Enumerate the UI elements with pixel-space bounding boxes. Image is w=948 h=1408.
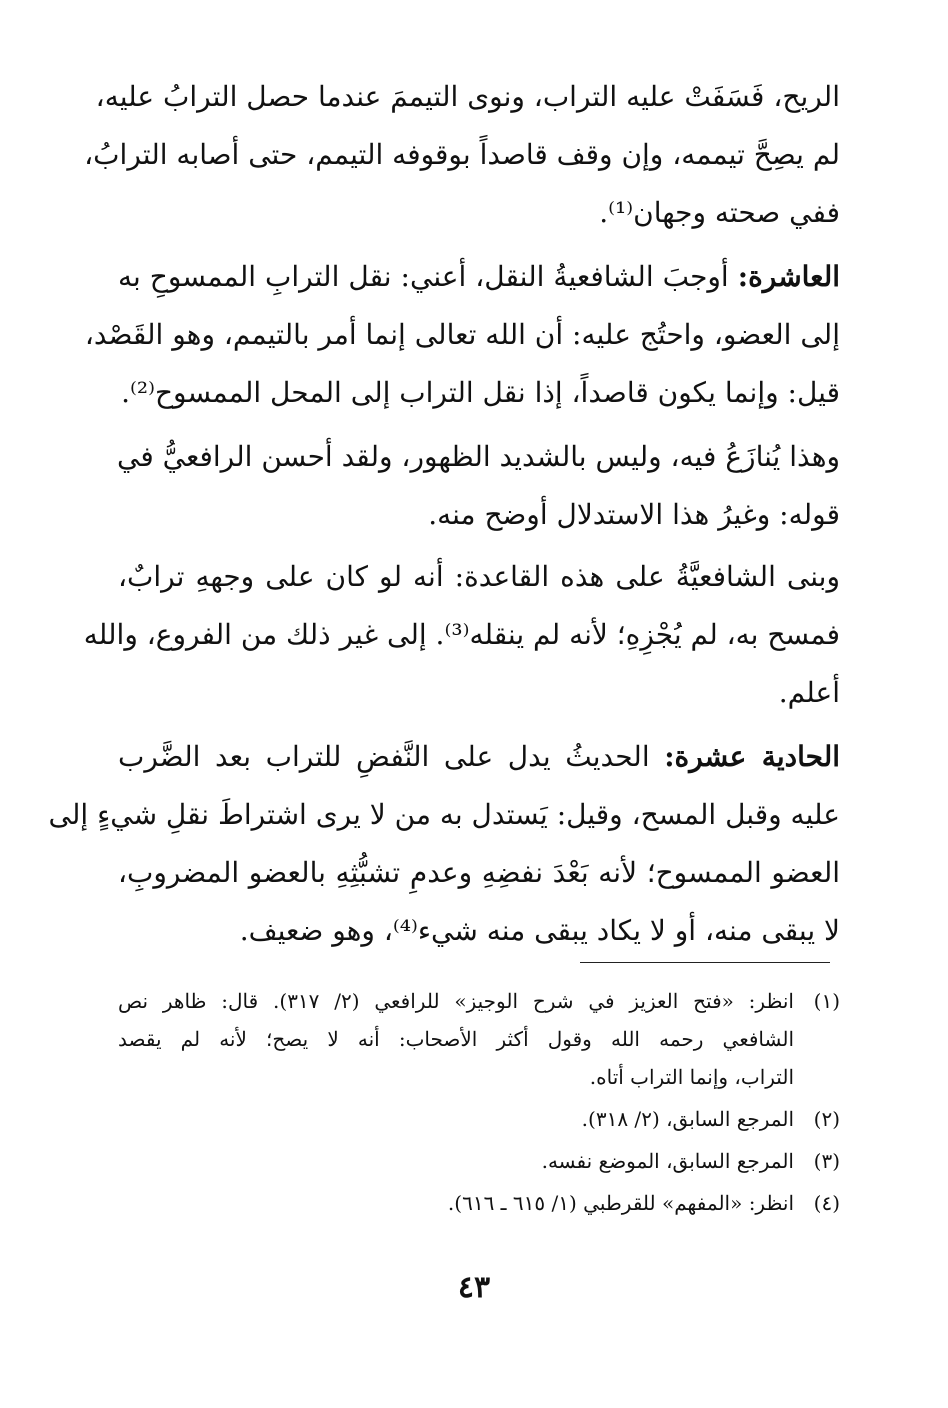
footnote-line: انظر: «المفهم» للقرطبي (١/ ٦١٥ ـ ٦١٦). xyxy=(447,1191,794,1215)
text-line: ففي صحته وجهان⁽¹⁾. xyxy=(599,196,840,229)
paragraph-heading: العاشرة: xyxy=(737,260,840,293)
footnote-body xyxy=(118,982,794,1096)
text-line: وهذا يُنازَعُ فيه، وليس بالشديد الظهور، ولقد أحسن الرافعيُّ في xyxy=(117,440,840,473)
footnote-line: المرجع السابق، الموضع نفسه. xyxy=(541,1149,794,1173)
text-line-rest: أوجبَ الشافعيةُ النقل، أعني: نقل الترابِ الممسوحِ به xyxy=(118,260,729,293)
footnote-body xyxy=(118,1142,794,1180)
footnote-number: (١) xyxy=(813,989,840,1013)
footnote-2 xyxy=(118,1100,840,1138)
footnote-body xyxy=(118,1184,794,1222)
text-line: الريح، فَسَفَتْ عليه التراب، ونوى التيممَ عندما حصل الترابُ عليه، xyxy=(95,80,840,113)
footnote-number: (٣) xyxy=(813,1149,840,1173)
text-line: العضو الممسوح؛ لأنه بَعْدَ نفضِهِ وعدمِ تشبُّثِهِ بالعضو المضروبِ، xyxy=(118,856,840,889)
text-line: إلى العضو، واحتُج عليه: أن الله تعالى إنما أمر بالتيمم، وهو القَصْد، xyxy=(84,318,840,351)
text-line: لا يبقى منه، أو لا يكاد يبقى منه شيء⁽⁴⁾، وهو ضعيف. xyxy=(239,914,840,947)
text-line-rest: الحديثُ يدل على النَّفضِ للتراب بعد الضَّرب xyxy=(118,740,650,773)
text-line xyxy=(118,248,840,306)
text-line: قيل: وإنما يكون قاصداً، إذا نقل التراب إلى المحل الممسوح⁽²⁾. xyxy=(121,376,840,409)
text-line: قوله: وغيرُ هذا الاستدلال أوضح منه. xyxy=(428,498,840,531)
paragraph-heading: الحادية عشرة: xyxy=(664,740,840,773)
paragraph-2 xyxy=(84,248,840,422)
footnote-number: (٤) xyxy=(813,1191,840,1215)
paragraph-3 xyxy=(118,428,840,544)
text-line: وبنى الشافعيَّةُ على هذه القاعدة: أنه لو كان على وجههِ ترابٌ، xyxy=(118,560,840,593)
footnote-body xyxy=(118,1100,794,1138)
text-line: فمسح به، لم يُجْزِهِ؛ لأنه لم ينقله⁽³⁾. إلى غير ذلك من الفروع، والله xyxy=(83,618,840,651)
text-line xyxy=(118,728,840,786)
paragraph-5 xyxy=(48,728,840,960)
text-line: لم يصِحَّ تيممه، وإن وقف قاصداً بوقوفه التيمم، حتى أصابه الترابُ، xyxy=(84,138,840,171)
footnote-line: الشافعي رحمه الله وقول أكثر الأصحاب: أنه لا يصح؛ لأنه لم يقصد xyxy=(118,1027,794,1051)
footnote-4 xyxy=(118,1184,840,1222)
footnote-line: التراب، وإنما التراب أتاه. xyxy=(589,1065,794,1089)
footnote-line: انظر: «فتح العزيز في شرح الوجيز» للرافعي (٢/ ٣١٧). قال: ظاهر نص xyxy=(118,989,794,1013)
footnote-3 xyxy=(118,1142,840,1180)
page-number: ٤٣ xyxy=(457,1270,491,1305)
paragraph-1 xyxy=(84,68,840,242)
footnote-1 xyxy=(118,982,840,1096)
footnotes xyxy=(118,982,840,1226)
text-line: أعلم. xyxy=(778,676,840,709)
footnote-line: المرجع السابق، (٢/ ٣١٨). xyxy=(581,1107,794,1131)
footnote-separator xyxy=(580,962,830,963)
paragraph-4 xyxy=(83,548,840,722)
text-line: عليه وقبل المسح، وقيل: يَستدل به من لا يرى اشتراطَ نقلِ شيءٍ إلى xyxy=(48,798,840,831)
footnote-number: (٢) xyxy=(813,1107,840,1131)
